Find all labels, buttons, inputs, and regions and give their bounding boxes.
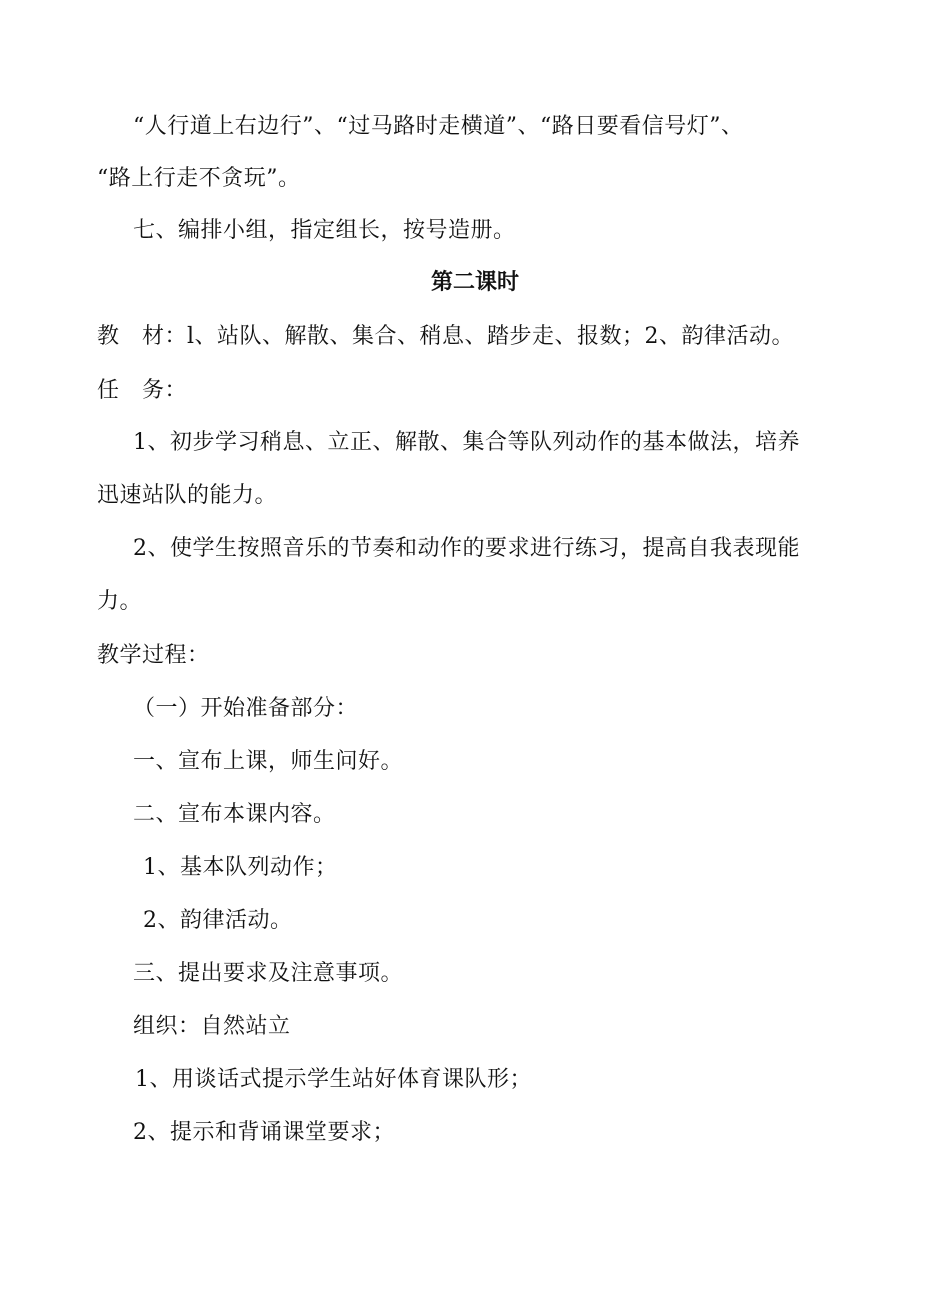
- task-item-1-line: 1、初步学习稍息、立正、解散、集合等队列动作的基本做法，培养: [133, 430, 800, 455]
- paragraph-line: 七、编排小组，指定组长，按号造册。: [133, 218, 516, 243]
- step-sub-item: 2、韵律活动。: [143, 908, 293, 933]
- task-item-2-line: 力。: [97, 589, 143, 614]
- organize-line: 组织：自然站立: [133, 1014, 291, 1039]
- task-label: 任 务：: [97, 378, 188, 403]
- task-item-2-line: 2、使学生按照音乐的节奏和动作的要求进行练习，提高自我表现能: [133, 536, 800, 561]
- paragraph-line: “人行道上右边行”、“过马路时走横道”、“路日要看信号灯”、: [133, 114, 744, 139]
- part-heading: （一）开始准备部分：: [133, 696, 359, 721]
- step-line: 一、宣布上课，师生问好。: [133, 749, 404, 774]
- process-label: 教学过程：: [97, 643, 210, 668]
- paragraph-line: “路上行走不贪玩”。: [97, 166, 301, 191]
- material-line: 教 材：l、站队、解散、集合、稍息、踏步走、报数；2、韵律活动。: [97, 324, 795, 349]
- organize-item: 1、用谈话式提示学生站好体育课队形；: [135, 1067, 532, 1092]
- step-line: 三、提出要求及注意事项。: [133, 961, 404, 986]
- organize-item: 2、提示和背诵课堂要求；: [133, 1120, 395, 1145]
- task-item-1-line: 迅速站队的能力。: [97, 483, 278, 508]
- section-heading: 第二课时: [430, 270, 519, 295]
- step-line: 二、宣布本课内容。: [133, 802, 336, 827]
- step-sub-item: 1、基本队列动作；: [143, 855, 338, 880]
